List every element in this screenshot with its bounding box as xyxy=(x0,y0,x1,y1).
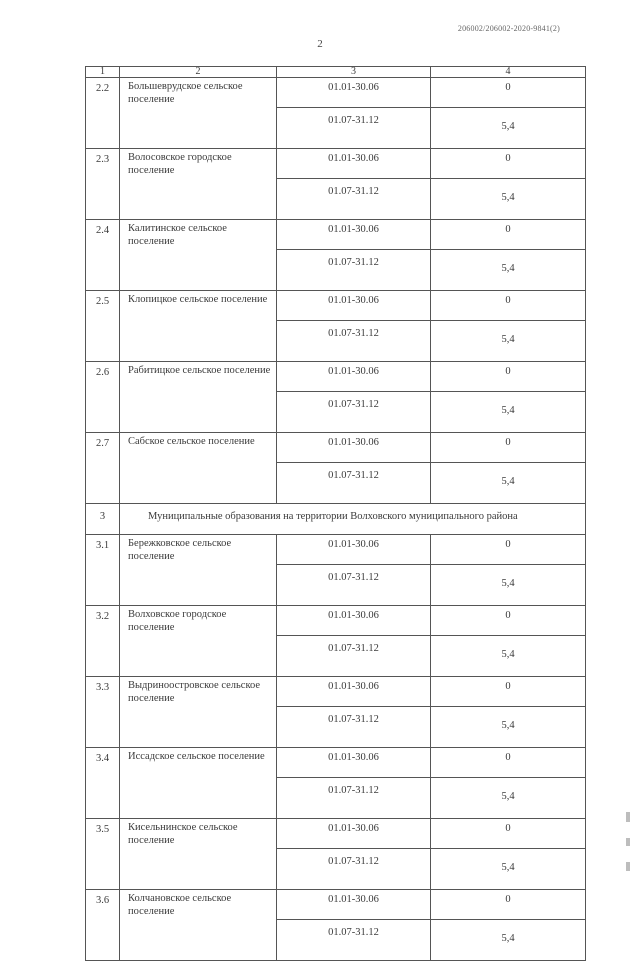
value-second-half: 5,4 xyxy=(431,250,586,291)
row-number: 3.1 xyxy=(86,535,120,606)
value-first-half: 0 xyxy=(431,433,586,463)
table-row xyxy=(86,362,586,392)
settlement-name: Рабитицкое сельское поселение xyxy=(120,362,277,433)
table-row xyxy=(86,291,586,321)
table-row xyxy=(86,748,586,778)
row-number: 2.4 xyxy=(86,220,120,291)
period-first-half: 01.01-30.06 xyxy=(277,149,431,179)
settlement-name: Бережковское сельское поселение xyxy=(120,535,277,606)
value-second-half: 5,4 xyxy=(431,108,586,149)
period-second-half: 01.07-31.12 xyxy=(277,250,431,291)
row-number: 3.5 xyxy=(86,819,120,890)
period-second-half: 01.07-31.12 xyxy=(277,321,431,362)
row-number: 2.6 xyxy=(86,362,120,433)
value-first-half: 0 xyxy=(431,78,586,108)
period-second-half: 01.07-31.12 xyxy=(277,565,431,606)
period-first-half: 01.01-30.06 xyxy=(277,819,431,849)
row-number: 3.6 xyxy=(86,890,120,961)
period-first-half: 01.01-30.06 xyxy=(277,220,431,250)
period-second-half: 01.07-31.12 xyxy=(277,920,431,961)
value-first-half: 0 xyxy=(431,362,586,392)
row-number: 2.2 xyxy=(86,78,120,149)
period-first-half: 01.01-30.06 xyxy=(277,606,431,636)
period-second-half: 01.07-31.12 xyxy=(277,778,431,819)
value-first-half: 0 xyxy=(431,149,586,179)
value-second-half: 5,4 xyxy=(431,636,586,677)
value-second-half: 5,4 xyxy=(431,179,586,220)
period-second-half: 01.07-31.12 xyxy=(277,636,431,677)
table-row xyxy=(86,606,586,636)
period-second-half: 01.07-31.12 xyxy=(277,108,431,149)
page-number: 2 xyxy=(317,38,323,50)
table-row xyxy=(86,78,586,108)
section-title: Муниципальные образования на территории Волховского муниципального района xyxy=(120,504,586,535)
section-row xyxy=(86,504,586,535)
period-first-half: 01.01-30.06 xyxy=(277,677,431,707)
value-first-half: 0 xyxy=(431,220,586,250)
value-second-half: 5,4 xyxy=(431,392,586,433)
settlement-name: Сабское сельское поселение xyxy=(120,433,277,504)
table-header-row xyxy=(86,67,586,78)
table-row xyxy=(86,220,586,250)
period-second-half: 01.07-31.12 xyxy=(277,463,431,504)
value-second-half: 5,4 xyxy=(431,463,586,504)
period-first-half: 01.01-30.06 xyxy=(277,291,431,321)
value-second-half: 5,4 xyxy=(431,849,586,890)
value-second-half: 5,4 xyxy=(431,565,586,606)
row-number: 3.3 xyxy=(86,677,120,748)
period-first-half: 01.01-30.06 xyxy=(277,78,431,108)
row-number: 2.5 xyxy=(86,291,120,362)
value-first-half: 0 xyxy=(431,535,586,565)
period-first-half: 01.01-30.06 xyxy=(277,535,431,565)
row-number: 2.7 xyxy=(86,433,120,504)
value-first-half: 0 xyxy=(431,606,586,636)
period-second-half: 01.07-31.12 xyxy=(277,707,431,748)
value-first-half: 0 xyxy=(431,748,586,778)
value-first-half: 0 xyxy=(431,890,586,920)
document-id: 206002/206002-2020-9841(2) xyxy=(457,24,560,33)
period-first-half: 01.01-30.06 xyxy=(277,362,431,392)
value-second-half: 5,4 xyxy=(431,920,586,961)
period-first-half: 01.01-30.06 xyxy=(277,433,431,463)
margin-mark xyxy=(626,812,630,822)
header-col-2: 2 xyxy=(120,67,277,78)
row-number: 3.4 xyxy=(86,748,120,819)
table-row xyxy=(86,149,586,179)
header-col-1: 1 xyxy=(86,67,120,78)
value-second-half: 5,4 xyxy=(431,321,586,362)
value-first-half: 0 xyxy=(431,291,586,321)
header-col-4: 4 xyxy=(431,67,586,78)
settlement-name: Волховское городское поселение xyxy=(120,606,277,677)
header-col-3: 3 xyxy=(277,67,431,78)
period-second-half: 01.07-31.12 xyxy=(277,179,431,220)
table-row xyxy=(86,677,586,707)
period-second-half: 01.07-31.12 xyxy=(277,392,431,433)
table-row xyxy=(86,535,586,565)
table-row xyxy=(86,819,586,849)
settlement-name: Волосовское городское поселение xyxy=(120,149,277,220)
period-first-half: 01.01-30.06 xyxy=(277,748,431,778)
settlement-name: Колчановское сельское поселение xyxy=(120,890,277,961)
value-first-half: 0 xyxy=(431,677,586,707)
tariff-table xyxy=(85,66,586,961)
settlement-name: Калитинское сельское поселение xyxy=(120,220,277,291)
period-second-half: 01.07-31.12 xyxy=(277,849,431,890)
row-number: 2.3 xyxy=(86,149,120,220)
value-second-half: 5,4 xyxy=(431,707,586,748)
margin-mark xyxy=(626,862,630,871)
period-first-half: 01.01-30.06 xyxy=(277,890,431,920)
value-first-half: 0 xyxy=(431,819,586,849)
table-row xyxy=(86,433,586,463)
value-second-half: 5,4 xyxy=(431,778,586,819)
settlement-name: Большеврудское сельское поселение xyxy=(120,78,277,149)
margin-mark xyxy=(626,838,630,846)
section-number: 3 xyxy=(86,504,120,535)
settlement-name: Кисельнинское сельское поселение xyxy=(120,819,277,890)
settlement-name: Клопицкое сельское поселение xyxy=(120,291,277,362)
settlement-name: Выдриноостровское сельское поселение xyxy=(120,677,277,748)
row-number: 3.2 xyxy=(86,606,120,677)
settlement-name: Иссадское сельское поселение xyxy=(120,748,277,819)
